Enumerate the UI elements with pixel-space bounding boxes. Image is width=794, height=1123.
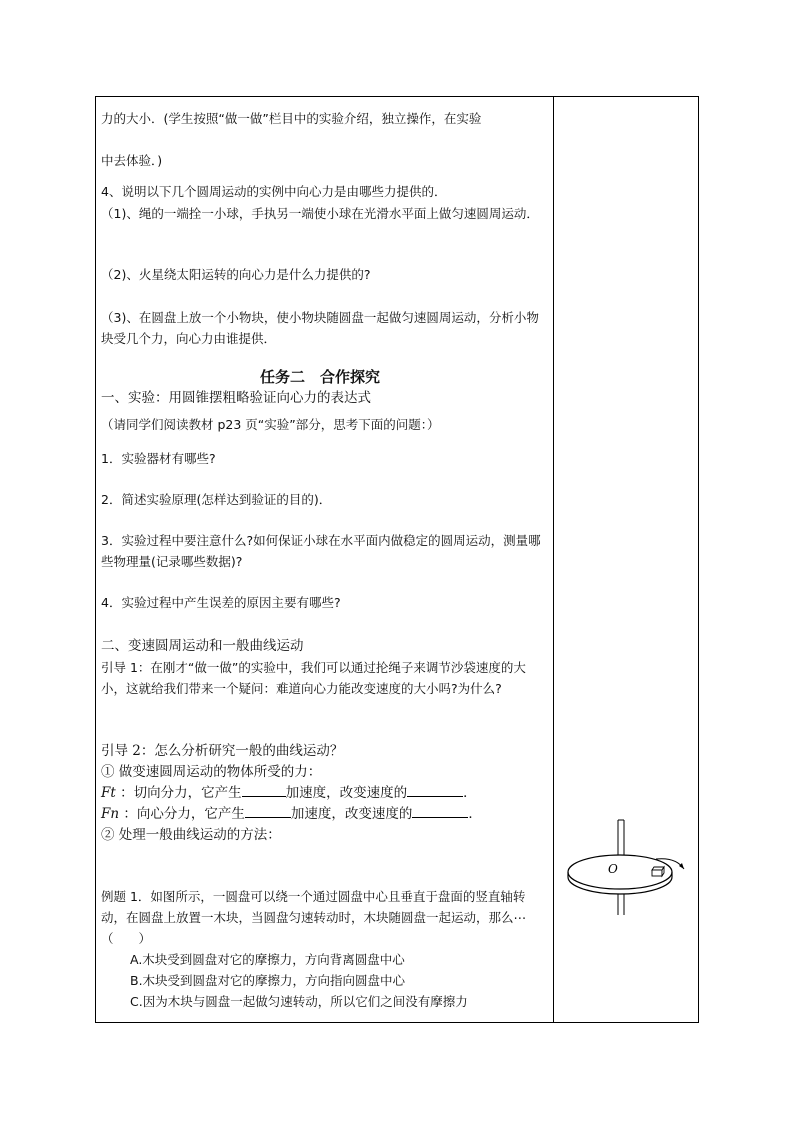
axis-lower: [618, 894, 624, 915]
q4-item-3: （3)、在圆盘上放一个小物块，使小物块随圆盘一起做匀速圆周运动，分析小物块受几个力，向心力由谁提供．: [101, 310, 539, 346]
column-divider: [553, 96, 554, 1023]
task2-heading: 任务二 合作探究: [260, 368, 381, 386]
q4-title: 4、说明以下几个圆周运动的实例中向心力是由哪些力提供的．: [101, 184, 447, 199]
text-line: 力的大小．(学生按照“做一做”栏目中的实验介绍，独立操作，在实验: [101, 111, 482, 126]
question-1: 1．实验器材有哪些?: [101, 451, 216, 466]
ft-symbol: Ft: [101, 785, 116, 801]
experiment-title: 一、实验：用圆锥摆粗略验证向心力的表达式: [101, 390, 371, 406]
text-line: 中去体验．): [101, 153, 163, 168]
fn-line: [101, 802, 482, 822]
guide-2: 引导 2：怎么分析研究一般的曲线运动？: [101, 743, 344, 759]
part2-title: 二、变速圆周运动和一般曲线运动: [101, 638, 304, 654]
q4-item-2: （2)、火星绕太阳运转的向心力是什么力提供的?: [101, 267, 371, 282]
fill-blank[interactable]: [242, 783, 286, 797]
fn-end: ．: [468, 806, 482, 822]
fn-text-a: ：向心分力，它产生: [123, 806, 245, 822]
experiment-intro: （请同学们阅读教材 p23 页“实验”部分，思考下面的问题：）: [101, 417, 440, 432]
fill-blank[interactable]: [407, 783, 463, 797]
circle-point-2: ② 处理一般曲线运动的方法：: [101, 827, 281, 843]
question-3: 3．实验过程中要注意什么?如何保证小球在水平面内做稳定的圆周运动，测量哪些物理量(记录哪些数据)?: [101, 533, 541, 569]
ft-text-a: ：切向分力，它产生: [120, 785, 242, 801]
ft-end: ．: [463, 785, 477, 801]
circle-point-1: ① 做变速圆周运动的物体所受的力：: [101, 764, 322, 780]
fn-text-b: 加速度，改变速度的: [290, 806, 413, 822]
ft-line: [101, 781, 477, 801]
rotating-disk-figure: [560, 815, 690, 925]
fill-blank[interactable]: [245, 804, 291, 818]
question-2: 2．简述实验原理(怎样达到验证的目的)．: [101, 492, 332, 507]
fn-symbol: Fn: [101, 806, 120, 822]
guide-1: 引导 1：在刚才“做一做”的实验中，我们可以通过抡绳子来调节沙袋速度的大小，这就给我们带来一个疑问：难道向心力能改变速度的大小吗?为什么?: [101, 660, 526, 696]
example-stem: 例题 1．如图所示，一圆盘可以绕一个通过圆盘中心且垂直于盘面的竖直轴转动，在圆盘上放置一木块，当圆盘匀速转动时，木块随圆盘一起运动，那么⋯（ ）: [101, 889, 527, 946]
option-c: C.因为木块与圆盘一起做匀速转动，所以它们之间没有摩擦力: [130, 994, 468, 1009]
block: [652, 867, 664, 876]
question-4: 4．实验过程中产生误差的原因主要有哪些?: [101, 595, 341, 610]
center-label-o: O: [608, 862, 618, 876]
option-a: A.木块受到圆盘对它的摩擦力，方向背离圆盘中心: [130, 952, 405, 967]
ft-text-b: 加速度，改变速度的: [285, 785, 408, 801]
q4-item-1: （1)、绳的一端拴一小球，手执另一端使小球在光滑水平面上做匀速圆周运动．: [101, 206, 539, 221]
fill-blank[interactable]: [412, 804, 468, 818]
option-b: B.木块受到圆盘对它的摩擦力，方向指向圆盘中心: [130, 973, 406, 988]
